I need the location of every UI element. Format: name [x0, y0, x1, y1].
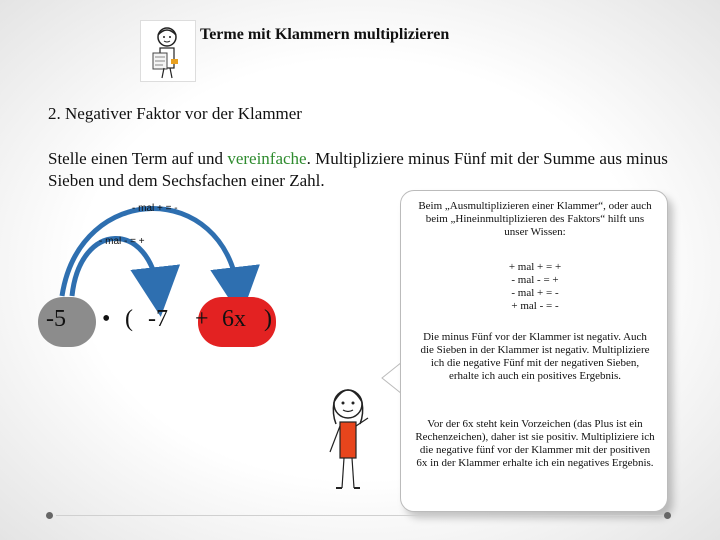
slide-bullet-left	[46, 512, 53, 519]
footer-divider	[56, 515, 664, 516]
explanation-bubble	[400, 190, 668, 512]
paren-close: )	[264, 306, 272, 332]
paren-open: (	[125, 306, 133, 332]
sign-rule: + mal - = -	[511, 300, 559, 312]
task-text-start: Stelle einen Term auf und	[48, 149, 228, 168]
bubble-paragraph-1: Die minus Fünf vor der Klammer ist negativ. Auch die Sieben in der Klammer ist negativ. Multipliziere ich die negative Fünf mit der negativen Sieben, erhalte ich auch ein positives Ergebnis.	[420, 331, 650, 382]
page-title: Terme mit Klammern multiplizieren	[200, 26, 450, 43]
rule-minus-times-plus: - mal + = -	[132, 203, 178, 214]
arrow-to-term1	[72, 238, 158, 296]
sign-rule: - mal + = -	[511, 287, 559, 299]
task-text-end: . Multipliziere minus Fünf mit der Summe aus minus Sieben und dem Sechsfachen einer Zahl.	[48, 149, 668, 190]
slide-bullet-right	[664, 512, 671, 519]
factor: -5	[46, 306, 66, 332]
bubble-intro: Beim „Ausmultiplizieren einer Klammer“, oder auch beim „Hineinmultiplizieren des Faktors“ hilft uns unser Wissen:	[418, 200, 652, 238]
sign-rule: - mal - = +	[511, 274, 559, 286]
term1: -7	[148, 306, 168, 332]
task-highlight: vereinfache	[227, 149, 307, 168]
sign-rule: + mal + = +	[508, 261, 562, 273]
bubble-paragraph-2: Vor der 6x steht kein Vorzeichen (das Plus ist ein Rechenzeichen), daher ist sie positiv. Multipliziere ich die negative fünf vor der Klammer mit der positiven 6x in der Klammer erhalte ich ein negatives Ergebnis.	[415, 418, 655, 469]
section-heading: 2. Negativer Faktor vor der Klammer	[48, 104, 302, 123]
plus-sign: +	[195, 306, 209, 332]
term2: 6x	[222, 306, 246, 332]
sign-rules-list	[415, 261, 655, 313]
rule-minus-times-minus: - mal - = +	[99, 236, 145, 247]
multiply-dot: •	[102, 306, 111, 332]
girl-character-icon	[318, 376, 378, 501]
